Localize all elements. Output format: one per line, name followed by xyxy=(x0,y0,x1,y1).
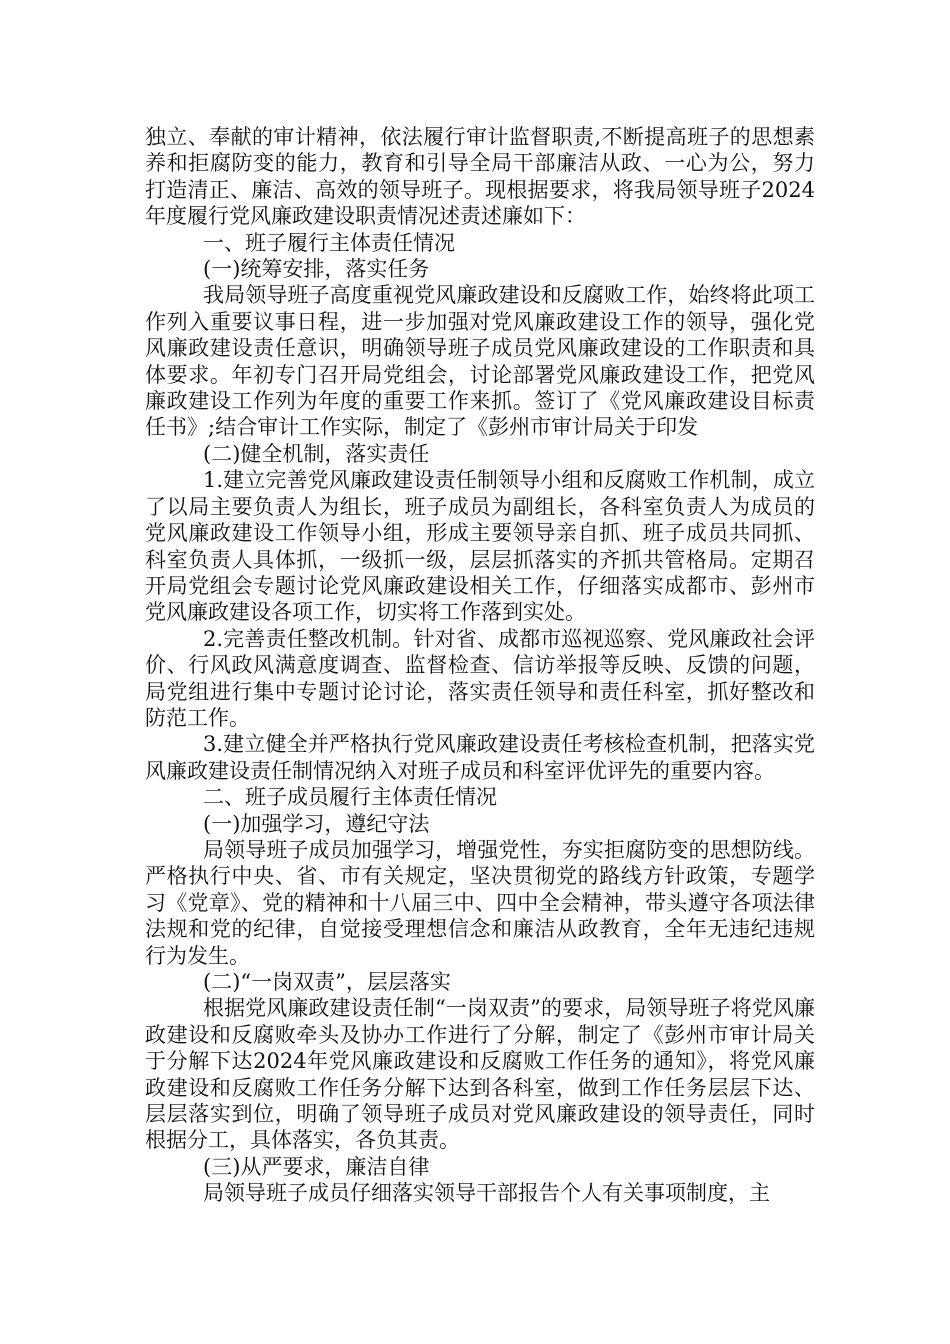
subsection-heading: (二)“一岗双责”，层层落实 xyxy=(203,970,451,994)
section-heading: 一、班子履行主体责任情况 xyxy=(203,230,455,255)
subsection-heading: (二)健全机制，落实责任 xyxy=(203,441,430,466)
subsection-heading: (一)统筹安排，落实任务 xyxy=(203,257,430,282)
body-paragraph: 1.建立完善党风廉政建设责任制领导小组和反腐败工作机制，成立了以局主要负责人为组长，班子成员为副组长，各科室负责人为成员的党风廉政建设工作领导小组，形成主要领导亲自抓、班子成员共同抓、科室负责人具体抓，一级抓一级，层层抓落实的齐抓共管格局。定期召开局党组会专题讨论党风廉政建设相关工作，仔细落实成都市、彭州市党风廉政建设各项工作，切实将工作落到实处。 xyxy=(145,468,815,625)
section-heading: 二、班子成员履行主体责任情况 xyxy=(203,785,497,810)
subsection-heading: (一)加强学习，遵纪守法 xyxy=(203,811,430,836)
body-paragraph: 3.建立健全并严格执行党风廉政建设责任考核检查机制，把落实党风廉政建设责任制情况纳入对班子成员和科室评优评先的重要内容。 xyxy=(145,732,815,783)
subsection-heading: (三)从严要求，廉洁自律 xyxy=(203,1154,430,1179)
body-paragraph: 局领导班子成员加强学习，增强党性，夯实拒腐防变的思想防线。严格执行中央、省、市有关规定，坚决贯彻党的路线方针政策，专题学习《党章》、党的精神和十八届三中、四中全会精神，带头遵守各项法律法规和党的纪律，自觉接受理想信念和廉洁从政教育，全年无违纪违规行为发生。 xyxy=(145,837,815,968)
body-paragraph: 独立、奉献的审计精神，依法履行审计监督职责,不断提高班子的思想素养和拒腐防变的能力，教育和引导全局干部廉洁从政、一心为公，努力打造清正、廉洁、高效的领导班子。现根据要求，将我局领导班子2024年度履行党风廉政建设职责情况述责述廉如下： xyxy=(145,125,815,229)
body-paragraph: 根据党风廉政建设责任制“一岗双责”的要求，局领导班子将党风廉政建设和反腐败牵头及协办工作进行了分解，制定了《彭州市审计局关于分解下达2024年党风廉政建设和反腐败工作任务的通知》，将党风廉政建设和反腐败工作任务分解下达到各科室，做到工作任务层层下达、层层落实到位，明确了领导班子成员对党风廉政建设的领导责任，同时根据分工，具体落实，各负其责。 xyxy=(145,996,815,1153)
document-page xyxy=(145,124,815,1207)
body-paragraph: 局领导班子成员仔细落实领导干部报告个人有关事项制度，主 xyxy=(203,1181,770,1206)
body-paragraph: 2.完善责任整改机制。针对省、成都市巡视巡察、党风廉政社会评价、行风政风满意度调查、监督检查、信访举报等反映、反馈的问题，局党组进行集中专题讨论讨论，落实责任领导和责任科室，抓好整改和防范工作。 xyxy=(145,626,815,730)
body-paragraph: 我局领导班子高度重视党风廉政建设和反腐败工作，始终将此项工作列入重要议事日程，进一步加强对党风廉政建设工作的领导，强化党风廉政建设责任意识，明确领导班子成员党风廉政建设的工作职责和具体要求。年初专门召开局党组会，讨论部署党风廉政建设工作，把党风廉政建设工作列为年度的重要工作来抓。签订了《党风廉政建设目标责任书》;结合审计工作实际，制定了《彭州市审计局关于印发 xyxy=(145,283,815,440)
